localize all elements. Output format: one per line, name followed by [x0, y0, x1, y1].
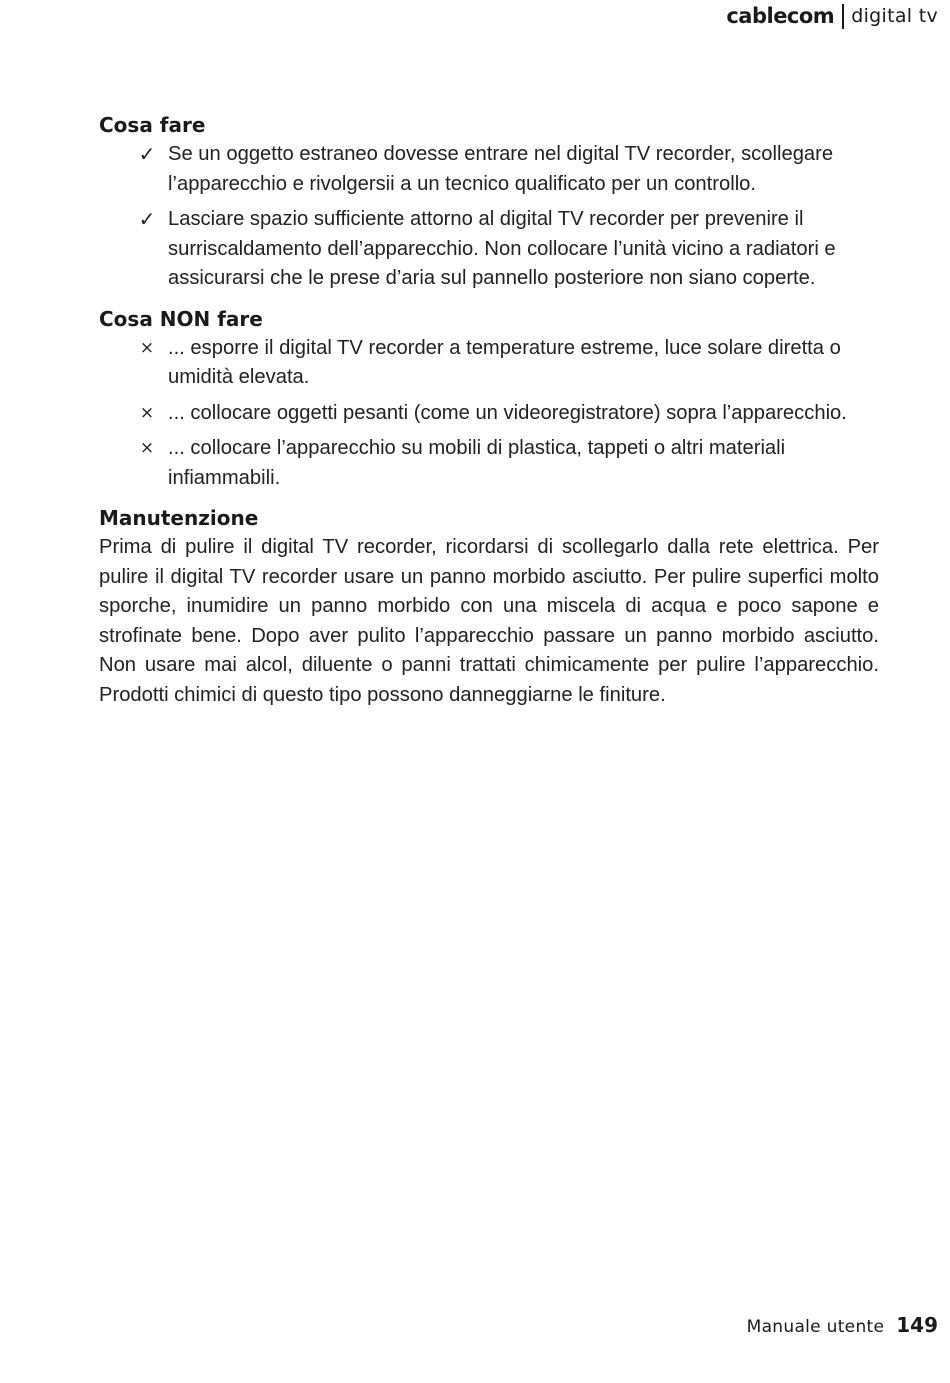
list-item [99, 434, 889, 493]
list-item-text: ... collocare l’apparecchio su mobili di plastica, tappeti o altri materiali infiammabili. [168, 437, 786, 489]
list-item [99, 205, 889, 294]
list-item [99, 140, 889, 199]
cross-icon: × [139, 438, 155, 458]
page-number: 149 [896, 1313, 938, 1337]
brand-divider [842, 4, 844, 29]
brand-logo: cablecom [726, 4, 835, 28]
section-title-do: Cosa fare [99, 113, 206, 137]
list-item-text: Lasciare spazio sufficiente attorno al digital TV recorder per prevenire il surriscaldamento dell’apparecchio. Non collocare l’unità vicino a radiatori e assicurarsi che le prese d’aria sul pannello posteriore non siano coperte. [168, 208, 836, 289]
list-item [99, 334, 889, 393]
section-title-maintenance: Manutenzione [99, 506, 259, 530]
section-title-dont: Cosa NON fare [99, 306, 263, 331]
list-item-text: ... collocare oggetti pesanti (come un videoregistratore) sopra l’apparecchio. [168, 401, 847, 424]
page-content [99, 110, 889, 711]
maintenance-paragraph: Prima di pulire il digital TV recorder, ricordarsi di scollegarlo dalla rete elettrica. Per pulire il digital TV recorder usare un panno morbido asciutto. Per pulire superfici molto sporche, inumidire un panno morbido con una miscela di acqua e poco sapone e strofinate bene. Dopo aver pulito l’apparecchio passare un panno morbido asciutto. Non usare mai alcol, diluente o panni trattati chimicamente per pulire l’apparecchio. Prodotti chimici di questo tipo possono danneggiarne le finiture. [99, 536, 879, 706]
check-icon: ✓ [138, 207, 156, 231]
dont-list [99, 334, 889, 494]
header-brand [726, 2, 938, 30]
product-name: digital tv [851, 5, 938, 27]
do-list [99, 140, 889, 294]
list-item-text: Se un oggetto estraneo dovesse entrare nel digital TV recorder, scollegare l’apparecchio e rivolgersii a un tecnico qualificato per un controllo. [168, 143, 834, 195]
cross-icon: × [139, 402, 155, 423]
footer-label: Manuale utente [746, 1317, 885, 1337]
page-footer [747, 1313, 938, 1337]
check-icon: ✓ [138, 142, 156, 166]
list-item-text: ... esporre il digital TV recorder a temperature estreme, luce solare diretta o umidità elevata. [168, 336, 841, 388]
list-item [99, 399, 889, 429]
cross-icon: × [139, 337, 155, 358]
